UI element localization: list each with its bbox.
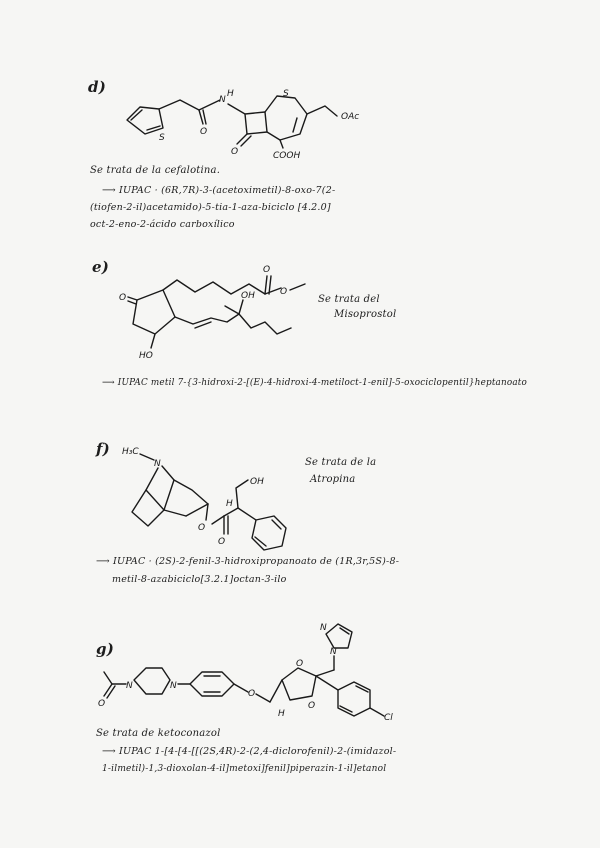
keto-o1-atom: O (98, 699, 106, 709)
misoprostol-structure (115, 262, 315, 372)
atr-o2-atom: O (218, 537, 226, 547)
section-f-iupac-line2: metil-8-azabiciclo[3.2.1]octan-3-ilo (112, 574, 287, 585)
keto-n1-atom: N (126, 681, 133, 691)
cef-o2-atom: O (231, 147, 239, 157)
keto-n2-atom: N (170, 681, 177, 691)
cef-cooh-group: COOH (273, 151, 301, 161)
atropina-structure (120, 440, 300, 560)
section-d-note: Se trata de la cefalotina. (90, 165, 221, 176)
keto-n4-atom: N (320, 623, 327, 633)
cef-s2-atom: S (283, 89, 289, 99)
section-g-iupac-line1: ⟶ IUPAC 1-[4-[4-[[(2S,4R)-2-(2,4-diclorofenil)-2-(imidazol- (102, 746, 397, 757)
section-e-note-line1: Se trata del (318, 294, 380, 305)
miso-o2-atom: O (263, 265, 271, 275)
cef-n-atom: N (219, 95, 226, 105)
keto-o2-atom: O (248, 689, 256, 699)
cef-s1-atom: S (159, 133, 165, 143)
keto-o3-atom: O (296, 659, 304, 669)
section-f-iupac-line1: ⟶ IUPAC · (2S)-2-fenil-3-hidroxipropanoato de (1R,3r,5S)-8- (96, 556, 400, 567)
section-d-iupac-line2: (tiofen-2-il)acetamido)-5-tia-1-aza-biciclo [4.2.0] (90, 202, 331, 213)
atr-oh-group: OH (250, 477, 264, 487)
section-d-label: d) (88, 78, 106, 96)
atr-h3c-group: H₃C (122, 447, 139, 457)
section-g-iupac-line2: 1-ilmetil)-1,3-dioxolan-4-il]metoxi]fenil]piperazin-1-il]etanol (102, 764, 387, 774)
section-f-note-line2: Atropina (310, 474, 356, 485)
section-e-iupac: ⟶ IUPAC metil 7-{3-hidroxi-2-[(E)-4-hidroxi-4-metiloct-1-enil]-5-oxociclopentil}heptanoato (102, 378, 528, 388)
section-d-iupac-line3: oct-2-eno-2-ácido carboxílico (90, 219, 235, 230)
atr-n-atom: N (154, 459, 161, 469)
section-d-iupac-line1: ⟶ IUPAC · (6R,7R)-3-(acetoximetil)-8-oxo-7(2- (102, 185, 336, 196)
atr-h-atom: H (226, 499, 233, 509)
keto-n3-atom: N (330, 647, 337, 657)
section-g-label: g) (96, 640, 114, 658)
keto-cl-atom: Cl (384, 713, 393, 723)
cef-o-atom: O (200, 127, 208, 137)
cef-h-atom: H (227, 89, 234, 99)
ketoconazol-structure (98, 620, 418, 730)
section-g-note: Se trata de ketoconazol (96, 728, 221, 739)
cefalotina-structure (115, 82, 385, 162)
section-e-label: e) (92, 258, 110, 276)
section-f-note-line1: Se trata de la (305, 457, 377, 468)
keto-h-atom: H (278, 709, 285, 719)
cef-oac-group: OAc (341, 112, 360, 122)
atr-o1-atom: O (198, 523, 206, 533)
miso-ho-group: HO (139, 351, 153, 361)
section-f-label: f) (96, 440, 110, 458)
miso-oh-group: OH (241, 291, 255, 301)
miso-o1-atom: O (119, 293, 127, 303)
section-e-note-line2: Misoprostol (334, 309, 397, 320)
keto-o4-atom: O (308, 701, 316, 711)
miso-o3-atom: O (280, 287, 288, 297)
